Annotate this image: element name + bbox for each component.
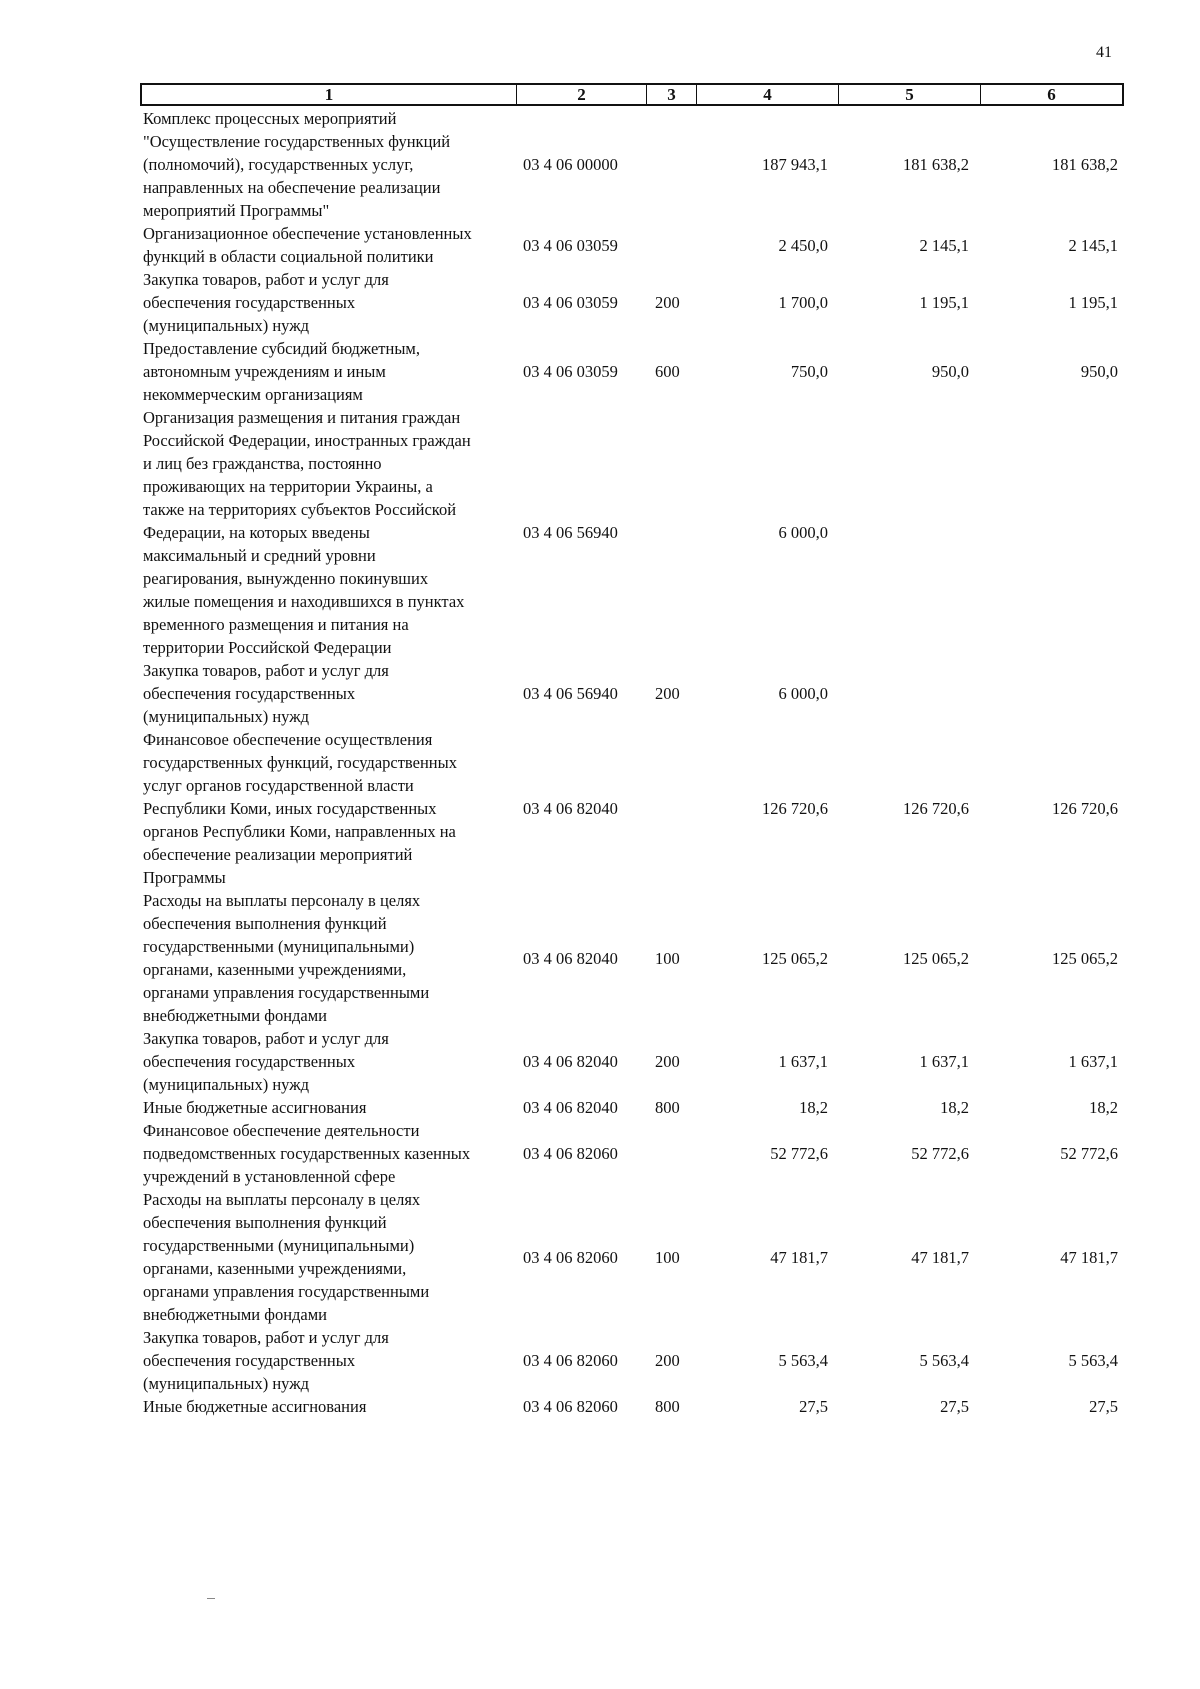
row-target-code: 03 4 06 00000 bbox=[523, 155, 618, 174]
row-target-code: 03 4 06 03059 bbox=[523, 235, 618, 255]
row-target-code: 03 4 06 82040 bbox=[523, 948, 618, 968]
table-row bbox=[143, 268, 1124, 337]
row-expense-type: 200 bbox=[655, 293, 680, 312]
row-amount-col-6: 950,0 bbox=[1080, 362, 1118, 381]
table-row bbox=[143, 1096, 1124, 1119]
row-amount-col-4: 5 563,4 bbox=[778, 1351, 828, 1370]
row-amount-col-6: 181 638,2 bbox=[1052, 155, 1118, 174]
table-row bbox=[143, 107, 1124, 222]
row-target-code: 03 4 06 56940 bbox=[523, 523, 618, 542]
header-col-3: 3 bbox=[647, 85, 697, 105]
row-amount-col-4: 6 000,0 bbox=[778, 684, 828, 703]
row-amount-col-5: 1 195,1 bbox=[919, 293, 969, 312]
row-amount-col-4: 27,5 bbox=[799, 1397, 828, 1416]
row-description: Закупка товаров, работ и услуг для обеспечения государственных (муниципальных) нужд bbox=[143, 1029, 389, 1094]
header-col-5: 5 bbox=[839, 85, 981, 105]
row-amount-col-5: 18,2 bbox=[940, 1098, 969, 1117]
row-description: Комплекс процессных мероприятий "Осуществление государственных функций (полномочий), государственных услуг, направленных на обеспечение реализации мероприятий Программы" bbox=[143, 109, 451, 220]
row-description: Иные бюджетные ассигнования bbox=[143, 1098, 367, 1117]
row-expense-type: 800 bbox=[655, 1098, 680, 1117]
row-amount-col-4: 125 065,2 bbox=[762, 948, 828, 968]
table-row bbox=[143, 337, 1124, 406]
row-amount-col-5: 2 145,1 bbox=[919, 235, 969, 255]
row-amount-col-4: 750,0 bbox=[790, 362, 828, 381]
row-expense-type: 600 bbox=[655, 362, 680, 381]
row-description: Закупка товаров, работ и услуг для обеспечения государственных (муниципальных) нужд bbox=[143, 270, 389, 335]
row-target-code: 03 4 06 03059 bbox=[523, 362, 618, 381]
row-amount-col-6: 52 772,6 bbox=[1060, 1144, 1118, 1163]
row-target-code: 03 4 06 82040 bbox=[523, 1052, 618, 1071]
row-target-code: 03 4 06 82040 bbox=[523, 799, 618, 818]
row-description: Предоставление субсидий бюджетным, автономным учреждениям и иным некоммерческим организациям bbox=[143, 339, 420, 404]
row-target-code: 03 4 06 03059 bbox=[523, 293, 618, 312]
row-amount-col-6: 2 145,1 bbox=[1068, 235, 1118, 255]
row-amount-col-5: 1 637,1 bbox=[919, 1052, 969, 1071]
row-target-code: 03 4 06 82040 bbox=[523, 1098, 618, 1117]
row-amount-col-4: 126 720,6 bbox=[762, 799, 828, 818]
row-amount-col-5: 52 772,6 bbox=[911, 1144, 969, 1163]
row-expense-type: 800 bbox=[655, 1397, 680, 1416]
row-target-code: 03 4 06 82060 bbox=[523, 1351, 618, 1370]
table-row bbox=[143, 222, 1124, 268]
table-row bbox=[143, 1188, 1124, 1326]
row-description: Финансовое обеспечение деятельности подведомственных государственных казенных учреждений в установленной сфере bbox=[143, 1121, 471, 1186]
row-expense-type: 100 bbox=[655, 1247, 680, 1267]
row-expense-type: 100 bbox=[655, 948, 680, 968]
row-amount-col-4: 187 943,1 bbox=[762, 155, 828, 174]
row-description: Иные бюджетные ассигнования bbox=[143, 1397, 367, 1416]
table-row bbox=[143, 659, 1124, 728]
header-col-1: 1 bbox=[142, 85, 517, 105]
row-amount-col-6: 27,5 bbox=[1089, 1397, 1118, 1416]
row-description: Организационное обеспечение установленных функций в области социальной политики bbox=[143, 224, 472, 266]
row-amount-col-6: 18,2 bbox=[1089, 1098, 1118, 1117]
row-description: Финансовое обеспечение осуществления государственных функций, государственных услуг органов государственной власти Республики Коми, иных государственных органов Республики Коми, направленных на обеспечение реализации мероприятий Программы bbox=[143, 730, 457, 887]
header-col-4: 4 bbox=[697, 85, 839, 105]
table-header bbox=[140, 83, 1124, 106]
row-description: Закупка товаров, работ и услуг для обеспечения государственных (муниципальных) нужд bbox=[143, 661, 389, 726]
row-amount-col-5: 181 638,2 bbox=[903, 155, 969, 174]
table-row bbox=[143, 728, 1124, 889]
row-amount-col-4: 2 450,0 bbox=[778, 235, 828, 255]
row-amount-col-6: 1 195,1 bbox=[1068, 293, 1118, 312]
row-description: Организация размещения и питания граждан Российской Федерации, иностранных граждан и лиц без гражданства, постоянно проживающих на территории Украины, а также на территориях субъектов Российской Федерации, на которых введены максимальный и средний уровни реагирования, вынужденно покинувших жилые помещения и находившихся в пунктах временного размещения и питания на территории Российской Федерации bbox=[143, 408, 471, 657]
row-description: Расходы на выплаты персоналу в целях обеспечения выполнения функций государственными (муниципальными) органами, казенными учреждениями, органами управления государственными внебюджетными фондами bbox=[143, 1190, 430, 1324]
row-description: Закупка товаров, работ и услуг для обеспечения государственных (муниципальных) нужд bbox=[143, 1328, 389, 1393]
row-target-code: 03 4 06 82060 bbox=[523, 1247, 618, 1267]
row-amount-col-6: 125 065,2 bbox=[1052, 948, 1118, 968]
row-amount-col-5: 5 563,4 bbox=[919, 1351, 969, 1370]
row-description: Расходы на выплаты персоналу в целях обеспечения выполнения функций государственными (муниципальными) органами, казенными учреждениями, органами управления государственными внебюджетными фондами bbox=[143, 891, 430, 1025]
row-amount-col-4: 47 181,7 bbox=[770, 1247, 828, 1267]
row-target-code: 03 4 06 82060 bbox=[523, 1397, 618, 1416]
header-col-2: 2 bbox=[517, 85, 647, 105]
table-row bbox=[143, 889, 1124, 1027]
header-col-6: 6 bbox=[1047, 85, 1056, 104]
row-amount-col-5: 950,0 bbox=[931, 362, 969, 381]
row-amount-col-4: 6 000,0 bbox=[778, 523, 828, 542]
row-amount-col-5: 125 065,2 bbox=[903, 948, 969, 968]
budget-table-body bbox=[143, 107, 1124, 1418]
row-amount-col-4: 52 772,6 bbox=[770, 1144, 828, 1163]
row-expense-type: 200 bbox=[655, 1351, 680, 1370]
row-amount-col-6: 1 637,1 bbox=[1068, 1052, 1118, 1071]
row-amount-col-5: 126 720,6 bbox=[903, 799, 969, 818]
row-target-code: 03 4 06 82060 bbox=[523, 1144, 618, 1163]
row-amount-col-5: 27,5 bbox=[940, 1397, 969, 1416]
row-expense-type: 200 bbox=[655, 684, 680, 703]
row-expense-type: 200 bbox=[655, 1052, 680, 1071]
row-amount-col-4: 1 637,1 bbox=[778, 1052, 828, 1071]
table-row bbox=[143, 1395, 1124, 1418]
row-amount-col-4: 1 700,0 bbox=[778, 293, 828, 312]
table-row bbox=[143, 406, 1124, 659]
row-target-code: 03 4 06 56940 bbox=[523, 684, 618, 703]
table-row bbox=[143, 1119, 1124, 1188]
scan-mark bbox=[207, 1598, 215, 1599]
page-number: 41 bbox=[1096, 44, 1112, 61]
table-row bbox=[143, 1027, 1124, 1096]
row-amount-col-6: 126 720,6 bbox=[1052, 799, 1118, 818]
row-amount-col-5: 47 181,7 bbox=[911, 1247, 969, 1267]
row-amount-col-6: 5 563,4 bbox=[1068, 1351, 1118, 1370]
row-amount-col-4: 18,2 bbox=[799, 1098, 828, 1117]
row-amount-col-6: 47 181,7 bbox=[1060, 1247, 1118, 1267]
table-row bbox=[143, 1326, 1124, 1395]
